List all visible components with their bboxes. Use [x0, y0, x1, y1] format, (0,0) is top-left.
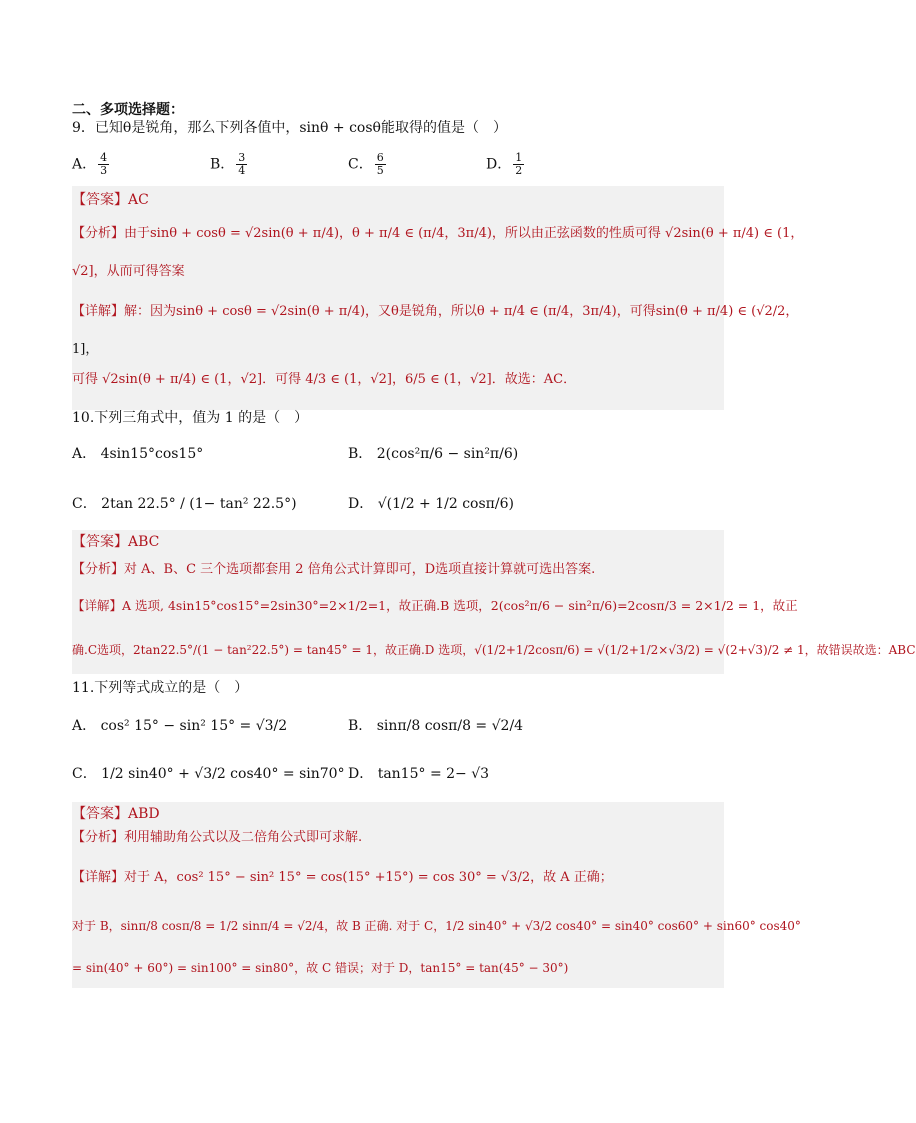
q9-analysis-cont: √2]，从而可得答案 — [72, 264, 185, 279]
q9-analysis: 【分析】由于sinθ + cosθ = √2sin(θ + π/4)，θ + π/4 ∈ (π/4，3π/4)，所以由正弦函数的性质可得 √2sin(θ + π/4) ∈ (1， — [72, 226, 804, 241]
q10-analysis: 【分析】对 A、B、C 三个选项都套用 2 倍角公式计算即可，D选项直接计算就可选出答案. — [72, 562, 596, 577]
q9-option-b: B． $\frac{3}{4}$ — [210, 151, 246, 177]
q10-detail: 【详解】A 选项, 4sin15°cos15°=2sin30°=2×1/2=1，故正确.B 选项，2(cos²π/6 − sin²π/6)=2cosπ/3 = 2×1/2 = 1，故正 — [72, 598, 798, 613]
q10-stem: 10.下列三角式中，值为 1 的是（ ） — [72, 410, 309, 426]
q9-detail-cont: 1]， — [72, 342, 99, 357]
q11-detail-final: = sin(40° + 60°) = sin100° = sin80°，故 C 错误；对于 D，tan15° = tan(45° − 30°) — [72, 961, 569, 975]
q9-detail: 【详解】解：因为sinθ + cosθ = √2sin(θ + π/4)，又θ是锐角，所以θ + π/4 ∈ (π/4，3π/4)，可得sin(θ + π/4) ∈ (√2/2， — [72, 304, 799, 319]
q9-option-d: D． $\frac{1}{2}$ — [486, 151, 523, 177]
q9-stem: 9．已知θ是锐角，那么下列各值中，sinθ + cosθ能取得的值是（ ） — [72, 120, 507, 136]
q9-answer: 【答案】AC — [72, 192, 149, 208]
q11-analysis: 【分析】利用辅助角公式以及二倍角公式即可求解. — [72, 830, 363, 845]
q10-option-d: D． √(1/2 + 1/2 cosπ/6) — [348, 496, 514, 512]
q9-option-c: C． $\frac{6}{5}$ — [348, 151, 384, 177]
q9-detail-final: 可得 √2sin(θ + π/4) ∈ (1，√2]．可得 4/3 ∈ (1，√2]，6/5 ∈ (1，√2]．故选：AC． — [72, 372, 577, 387]
q11-detail-cont: 对于 B，sinπ/8 cosπ/8 = 1/2 sinπ/4 = √2/4，故 B 正确. 对于 C，1/2 sin40° + √3/2 cos40° = sin40° cos60° + sin60° cos40° — [72, 919, 801, 933]
q11-detail: 【详解】对于 A，cos² 15° − sin² 15° = cos(15° +15°) = cos 30° = √3/2，故 A 正确； — [72, 870, 613, 885]
q11-stem: 11.下列等式成立的是（ ） — [72, 680, 249, 696]
q11-answer: 【答案】ABD — [72, 806, 160, 822]
q10-option-b: B． 2(cos²π/6 − sin²π/6) — [348, 446, 519, 462]
q11-option-d: D． tan15° = 2− √3 — [348, 766, 490, 782]
q11-option-c: C． 1/2 sin40° + √3/2 cos40° = sin70° — [72, 766, 345, 782]
q11-option-b: B． sinπ/8 cosπ/8 = √2/4 — [348, 718, 524, 734]
section-heading: 二、多项选择题： — [72, 102, 184, 118]
q9-option-a: A． $\frac{4}{3}$ — [72, 151, 108, 177]
q11-option-a: A． cos² 15° − sin² 15° = √3/2 — [72, 718, 288, 734]
q10-detail-cont: 确.C选项，2tan22.5°/(1 − tan²22.5°) = tan45° = 1，故正确.D 选项，√(1/2+1/2cosπ/6) = √(1/2+1/2×√3/2) = √(2+√3)/2 ≠ 1，故错误故选：ABC — [72, 643, 916, 657]
q10-answer: 【答案】ABC — [72, 534, 160, 550]
q10-option-c: C． 2tan 22.5° / (1− tan² 22.5°) — [72, 496, 297, 512]
q10-option-a: A． 4sin15°cos15° — [72, 446, 204, 462]
